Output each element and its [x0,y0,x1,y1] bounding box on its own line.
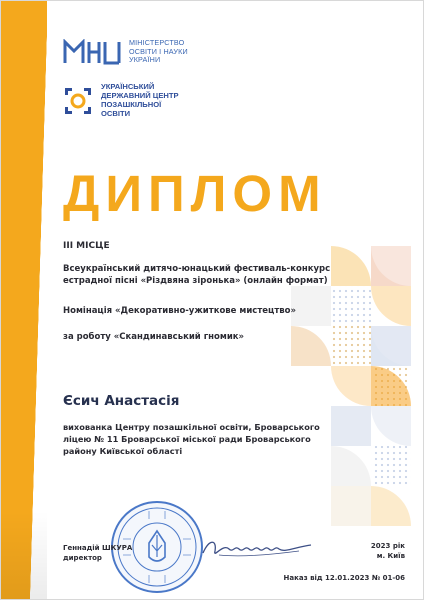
signatory [63,543,132,563]
signature [199,533,317,563]
diploma-title: ДИПЛОМ [63,165,327,222]
recipient-description: вихованка Центру позашкільної освіти, Броварського ліцею № 11 Броварської міської ради Броварського району Київської області [63,422,320,456]
nomination: Номінація «Декоративно-ужиткове мистецтво» [63,306,296,316]
year: 2023 рік [370,542,405,550]
work-title: за роботу «Скандинавський гномик» [63,332,245,342]
place-award: ІІІ МІСЦЕ [63,241,110,251]
ministry-logo [63,39,188,65]
date-place [371,541,405,561]
ministry-name: МІНІСТЕРСТВО ОСВІТИ І НАУКИ УКРАЇНИ [129,38,188,65]
decorative-pattern [271,246,424,566]
center-logo [63,83,179,119]
orange-side-stripe [1,1,47,600]
city: м. Київ [376,552,405,560]
ministry-emblem-icon [63,39,123,65]
signatory-name: Геннадій ШКУРА [63,544,133,552]
festival-name: Всеукраїнський дитячо-юнацький фестиваль-конкурс естрадної пісні «Різдвяна зіронька» (онлайн формат) [63,264,331,286]
recipient-name: Єсич Анастасія [63,393,180,409]
center-emblem-icon [63,86,93,116]
signatory-position: директор [63,554,102,562]
order-reference: Наказ від 12.01.2023 № 01-06 [283,574,405,582]
center-name: УКРАЇНСЬКИЙ ДЕРЖАВНИЙ ЦЕНТР ПОЗАШКІЛЬНОЇ ОСВІТИ [101,82,179,118]
